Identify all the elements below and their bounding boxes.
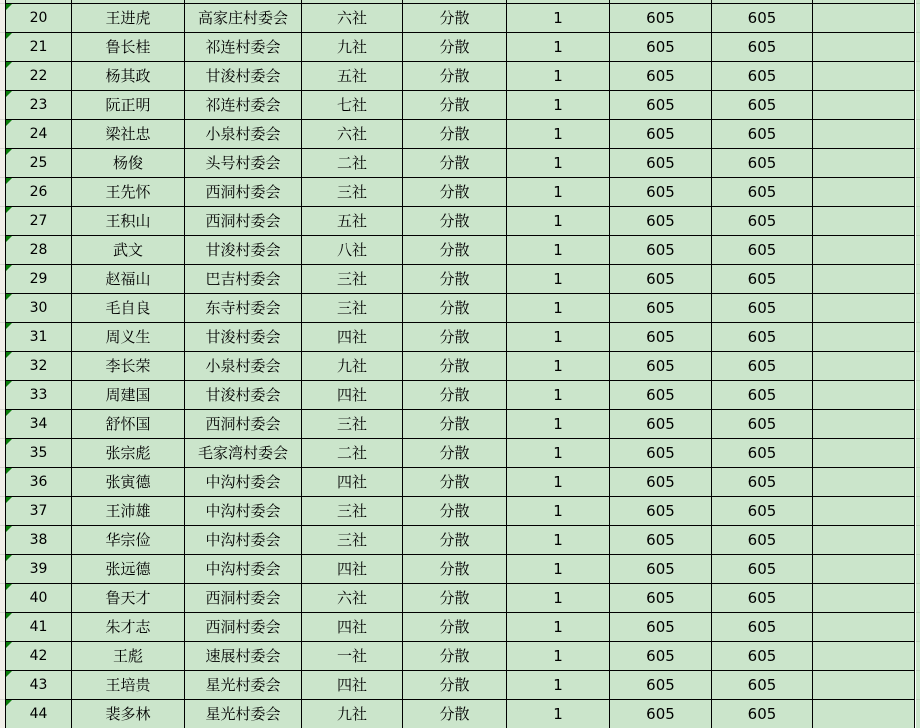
cell-commune[interactable]: 三社 [302,526,403,555]
cell-commune[interactable]: 八社 [302,236,403,265]
cell-name[interactable]: 杨其政 [72,62,185,91]
cell-commune[interactable]: 四社 [302,555,403,584]
error-indicator-icon [6,323,12,329]
cell-value-2[interactable]: 605 [712,323,813,352]
cell-count[interactable]: 1 [507,613,610,642]
cell-count[interactable]: 1 [507,91,610,120]
cell-row-number[interactable] [6,120,72,149]
row-number-text: 27 [29,213,48,229]
error-indicator-icon [6,439,12,445]
cell-name[interactable]: 王沛雄 [72,497,185,526]
error-indicator-icon [6,149,12,155]
cell-count[interactable]: 1 [507,178,610,207]
cell-commune[interactable]: 三社 [302,178,403,207]
row-number-text: 42 [29,648,48,664]
cell-name[interactable]: 张宗彪 [72,439,185,468]
error-indicator-icon [6,62,12,68]
cell-empty[interactable] [813,468,915,497]
error-indicator-icon [6,91,12,97]
cell-commune[interactable]: 九社 [302,33,403,62]
cell-value-1[interactable]: 605 [610,642,712,671]
cell-type[interactable]: 分散 [403,497,507,526]
cell-row-number[interactable] [6,149,72,178]
cell-village-committee[interactable]: 中沟村委会 [185,468,302,497]
cell-commune[interactable]: 六社 [302,120,403,149]
cell-value-1[interactable]: 605 [610,323,712,352]
cell-value-1[interactable]: 605 [610,555,712,584]
error-indicator-icon [6,236,12,242]
cell-village-committee[interactable]: 头号村委会 [185,149,302,178]
cell-commune[interactable]: 四社 [302,468,403,497]
cell-value-1[interactable]: 605 [610,149,712,178]
cell-count[interactable]: 1 [507,4,610,33]
cell-name[interactable]: 张远德 [72,555,185,584]
cell-name[interactable]: 王先怀 [72,178,185,207]
cell-row-number[interactable] [6,613,72,642]
cell-village-committee[interactable]: 甘浚村委会 [185,323,302,352]
cell-type[interactable]: 分散 [403,294,507,323]
cell-row-number[interactable] [6,178,72,207]
cell-type[interactable]: 分散 [403,207,507,236]
cell-count[interactable]: 1 [507,149,610,178]
error-indicator-icon [6,555,12,561]
cell-name[interactable]: 阮正明 [72,91,185,120]
cell-village-committee[interactable]: 西洞村委会 [185,178,302,207]
cell-count[interactable]: 1 [507,120,610,149]
cell-row-number[interactable] [6,439,72,468]
cell-village-committee[interactable]: 小泉村委会 [185,120,302,149]
row-number-text: 29 [29,271,48,287]
row-number-text: 41 [29,619,48,635]
cell-value-2[interactable]: 605 [712,642,813,671]
cell-empty[interactable] [813,381,915,410]
cell-value-1[interactable]: 605 [610,178,712,207]
row-number-text: 28 [29,242,48,258]
cell-count[interactable]: 1 [507,439,610,468]
cell-commune[interactable]: 三社 [302,265,403,294]
cell-empty[interactable] [813,236,915,265]
cell-village-committee[interactable]: 中沟村委会 [185,526,302,555]
cell-empty[interactable] [813,671,915,700]
cell-type[interactable]: 分散 [403,671,507,700]
cell-value-2[interactable]: 605 [712,33,813,62]
row-number-text: 30 [29,300,48,316]
error-indicator-icon [6,613,12,619]
cell-type[interactable]: 分散 [403,33,507,62]
cell-commune[interactable]: 五社 [302,207,403,236]
cell-type[interactable]: 分散 [403,4,507,33]
cell-value-2[interactable]: 605 [712,700,813,728]
cell-type[interactable]: 分散 [403,323,507,352]
cell-name[interactable]: 舒怀国 [72,410,185,439]
error-indicator-icon [6,178,12,184]
error-indicator-icon [6,642,12,648]
cell-value-1[interactable]: 605 [610,33,712,62]
cell-value-2[interactable]: 605 [712,294,813,323]
cell-commune[interactable]: 二社 [302,149,403,178]
cell-value-1[interactable]: 605 [610,526,712,555]
cell-row-number[interactable] [6,4,72,33]
cell-commune[interactable]: 六社 [302,584,403,613]
cell-value-1[interactable]: 605 [610,91,712,120]
cell-empty[interactable] [813,62,915,91]
cell-type[interactable]: 分散 [403,91,507,120]
cell-name[interactable]: 周建国 [72,381,185,410]
cell-village-committee[interactable]: 中沟村委会 [185,555,302,584]
cell-value-2[interactable]: 605 [712,120,813,149]
cell-name[interactable]: 王积山 [72,207,185,236]
cell-value-1[interactable]: 605 [610,439,712,468]
cell-type[interactable]: 分散 [403,381,507,410]
cell-count[interactable]: 1 [507,642,610,671]
cell-village-committee[interactable]: 甘浚村委会 [185,62,302,91]
error-indicator-icon [6,410,12,416]
cell-name[interactable]: 王彪 [72,642,185,671]
cell-empty[interactable] [813,352,915,381]
row-number-text: 44 [29,706,48,722]
cell-value-2[interactable]: 605 [712,178,813,207]
cell-name[interactable]: 鲁长桂 [72,33,185,62]
cell-row-number[interactable] [6,410,72,439]
cell-row-number[interactable] [6,207,72,236]
cell-value-1[interactable]: 605 [610,62,712,91]
cell-value-1[interactable]: 605 [610,265,712,294]
cell-commune[interactable]: 六社 [302,4,403,33]
row-number-text: 22 [29,68,48,84]
cell-row-number[interactable] [6,526,72,555]
cell-value-2[interactable]: 605 [712,381,813,410]
cell-village-committee[interactable]: 速展村委会 [185,642,302,671]
cell-value-2[interactable]: 605 [712,236,813,265]
cell-village-committee[interactable]: 西洞村委会 [185,613,302,642]
cell-row-number[interactable] [6,265,72,294]
row-number-text: 35 [29,445,48,461]
row-number-text: 20 [29,10,48,26]
row-number-text: 40 [29,590,48,606]
cell-empty[interactable] [813,91,915,120]
cell-row-number[interactable] [6,671,72,700]
cell-type[interactable]: 分散 [403,149,507,178]
cell-row-number[interactable] [6,497,72,526]
cell-value-2[interactable]: 605 [712,497,813,526]
cell-value-2[interactable]: 605 [712,410,813,439]
cell-type[interactable]: 分散 [403,120,507,149]
cell-village-committee[interactable]: 祁连村委会 [185,91,302,120]
cell-value-1[interactable]: 605 [610,120,712,149]
cell-village-committee[interactable]: 毛家湾村委会 [185,439,302,468]
error-indicator-icon [6,33,12,39]
cell-type[interactable]: 分散 [403,410,507,439]
error-indicator-icon [6,294,12,300]
cell-count[interactable]: 1 [507,294,610,323]
cell-name[interactable]: 武文 [72,236,185,265]
cell-count[interactable]: 1 [507,468,610,497]
cell-value-1[interactable]: 605 [610,381,712,410]
cell-village-committee[interactable]: 星光村委会 [185,671,302,700]
cell-type[interactable]: 分散 [403,526,507,555]
error-indicator-icon [6,381,12,387]
cell-row-number[interactable] [6,468,72,497]
cell-empty[interactable] [813,584,915,613]
cell-type[interactable]: 分散 [403,468,507,497]
cell-empty[interactable] [813,613,915,642]
cell-row-number[interactable] [6,62,72,91]
cell-empty[interactable] [813,178,915,207]
row-number-text: 36 [29,474,48,490]
cell-row-number[interactable] [6,381,72,410]
cell-value-2[interactable]: 605 [712,613,813,642]
cell-empty[interactable] [813,33,915,62]
cell-type[interactable]: 分散 [403,584,507,613]
cell-row-number[interactable] [6,91,72,120]
cell-row-number[interactable] [6,584,72,613]
error-indicator-icon [6,4,12,10]
cell-row-number[interactable] [6,294,72,323]
row-number-text: 32 [29,358,48,374]
cell-count[interactable]: 1 [507,555,610,584]
cell-commune[interactable]: 三社 [302,294,403,323]
cell-commune[interactable]: 三社 [302,410,403,439]
cell-village-committee[interactable]: 东寺村委会 [185,294,302,323]
cell-empty[interactable] [813,207,915,236]
cell-row-number[interactable] [6,555,72,584]
row-number-text: 39 [29,561,48,577]
cell-name[interactable]: 王培贵 [72,671,185,700]
cell-commune[interactable]: 四社 [302,381,403,410]
cell-village-committee[interactable]: 甘浚村委会 [185,381,302,410]
error-indicator-icon [6,468,12,474]
cell-count[interactable]: 1 [507,584,610,613]
row-number-text: 21 [29,39,48,55]
cell-type[interactable]: 分散 [403,555,507,584]
error-indicator-icon [6,120,12,126]
cell-name[interactable]: 梁社忠 [72,120,185,149]
right-neighbor-column [916,0,920,728]
cell-count[interactable]: 1 [507,381,610,410]
row-number-text: 38 [29,532,48,548]
cell-value-2[interactable]: 605 [712,91,813,120]
cell-name[interactable]: 朱才志 [72,613,185,642]
cell-name[interactable]: 鲁天才 [72,584,185,613]
row-number-text: 37 [29,503,48,519]
row-number-text: 31 [29,329,48,345]
cell-type[interactable]: 分散 [403,439,507,468]
cell-value-2[interactable]: 605 [712,439,813,468]
cell-commune[interactable]: 五社 [302,62,403,91]
cell-name[interactable]: 裴多林 [72,700,185,728]
cell-empty[interactable] [813,265,915,294]
cell-value-2[interactable]: 605 [712,671,813,700]
cell-village-committee[interactable]: 星光村委会 [185,700,302,728]
cell-value-1[interactable]: 605 [610,410,712,439]
cell-type[interactable]: 分散 [403,352,507,381]
cell-value-2[interactable]: 605 [712,468,813,497]
cell-name[interactable]: 王进虎 [72,4,185,33]
cell-count[interactable]: 1 [507,323,610,352]
cell-empty[interactable] [813,149,915,178]
cell-commune[interactable]: 三社 [302,497,403,526]
cell-row-number[interactable] [6,700,72,728]
cell-empty[interactable] [813,555,915,584]
cell-value-1[interactable]: 605 [610,236,712,265]
cell-village-committee[interactable]: 高家庄村委会 [185,4,302,33]
cell-count[interactable]: 1 [507,265,610,294]
cell-value-1[interactable]: 605 [610,584,712,613]
cell-village-committee[interactable]: 西洞村委会 [185,410,302,439]
cell-name[interactable]: 张寅德 [72,468,185,497]
cell-empty[interactable] [813,323,915,352]
error-indicator-icon [6,700,12,706]
cell-row-number[interactable] [6,33,72,62]
cell-type[interactable]: 分散 [403,265,507,294]
cell-village-committee[interactable]: 西洞村委会 [185,584,302,613]
cell-name[interactable]: 周义生 [72,323,185,352]
error-indicator-icon [6,671,12,677]
cell-type[interactable]: 分散 [403,178,507,207]
cell-value-1[interactable]: 605 [610,468,712,497]
cell-value-2[interactable]: 605 [712,4,813,33]
cell-count[interactable]: 1 [507,33,610,62]
cell-value-2[interactable]: 605 [712,62,813,91]
cell-value-2[interactable]: 605 [712,584,813,613]
cell-village-committee[interactable]: 祁连村委会 [185,33,302,62]
cell-name[interactable]: 华宗俭 [72,526,185,555]
cell-empty[interactable] [813,410,915,439]
cell-row-number[interactable] [6,323,72,352]
cell-value-1[interactable]: 605 [610,294,712,323]
cell-empty[interactable] [813,4,915,33]
cell-commune[interactable]: 四社 [302,613,403,642]
cell-name[interactable]: 李长荣 [72,352,185,381]
cell-value-1[interactable]: 605 [610,4,712,33]
cell-type[interactable]: 分散 [403,700,507,728]
cell-commune[interactable]: 七社 [302,91,403,120]
cell-empty[interactable] [813,439,915,468]
cell-count[interactable]: 1 [507,671,610,700]
cell-value-1[interactable]: 605 [610,497,712,526]
error-indicator-icon [6,584,12,590]
cell-type[interactable]: 分散 [403,236,507,265]
cell-row-number[interactable] [6,236,72,265]
error-indicator-icon [6,497,12,503]
error-indicator-icon [6,526,12,532]
cell-empty[interactable] [813,294,915,323]
cell-count[interactable]: 1 [507,526,610,555]
error-indicator-icon [6,352,12,358]
cell-value-1[interactable]: 605 [610,700,712,728]
cell-count[interactable]: 1 [507,497,610,526]
cell-value-2[interactable]: 605 [712,352,813,381]
cell-type[interactable]: 分散 [403,613,507,642]
cell-value-2[interactable]: 605 [712,265,813,294]
cell-name[interactable]: 赵福山 [72,265,185,294]
row-number-text: 26 [29,184,48,200]
cell-count[interactable]: 1 [507,700,610,728]
cell-commune[interactable]: 九社 [302,700,403,728]
cell-type[interactable]: 分散 [403,642,507,671]
cell-empty[interactable] [813,700,915,728]
cell-name[interactable]: 杨俊 [72,149,185,178]
cell-commune[interactable]: 二社 [302,439,403,468]
cell-empty[interactable] [813,642,915,671]
cell-value-1[interactable]: 605 [610,207,712,236]
cell-commune[interactable]: 一社 [302,642,403,671]
cell-row-number[interactable] [6,352,72,381]
error-indicator-icon [6,265,12,271]
cell-commune[interactable]: 九社 [302,352,403,381]
cell-village-committee[interactable]: 甘浚村委会 [185,236,302,265]
cell-village-committee[interactable]: 中沟村委会 [185,497,302,526]
row-number-text: 24 [29,126,48,142]
cell-commune[interactable]: 四社 [302,323,403,352]
row-number-text: 25 [29,155,48,171]
cell-village-committee[interactable]: 西洞村委会 [185,207,302,236]
row-number-text: 33 [29,387,48,403]
cell-empty[interactable] [813,120,915,149]
cell-value-2[interactable]: 605 [712,149,813,178]
cell-count[interactable]: 1 [507,352,610,381]
row-number-text: 23 [29,97,48,113]
cell-row-number[interactable] [6,642,72,671]
cell-empty[interactable] [813,526,915,555]
cell-type[interactable]: 分散 [403,62,507,91]
table-grid [5,0,916,728]
cell-village-committee[interactable]: 小泉村委会 [185,352,302,381]
cell-village-committee[interactable]: 巴吉村委会 [185,265,302,294]
row-number-text: 34 [29,416,48,432]
cell-count[interactable]: 1 [507,410,610,439]
cell-empty[interactable] [813,497,915,526]
cell-name[interactable]: 毛自良 [72,294,185,323]
cell-commune[interactable]: 四社 [302,671,403,700]
cell-count[interactable]: 1 [507,62,610,91]
cell-value-1[interactable]: 605 [610,613,712,642]
row-number-text: 43 [29,677,48,693]
cell-value-2[interactable]: 605 [712,555,813,584]
error-indicator-icon [6,207,12,213]
cell-count[interactable]: 1 [507,236,610,265]
cell-value-2[interactable]: 605 [712,207,813,236]
cell-value-2[interactable]: 605 [712,526,813,555]
cell-value-1[interactable]: 605 [610,352,712,381]
cell-value-1[interactable]: 605 [610,671,712,700]
cell-count[interactable]: 1 [507,207,610,236]
